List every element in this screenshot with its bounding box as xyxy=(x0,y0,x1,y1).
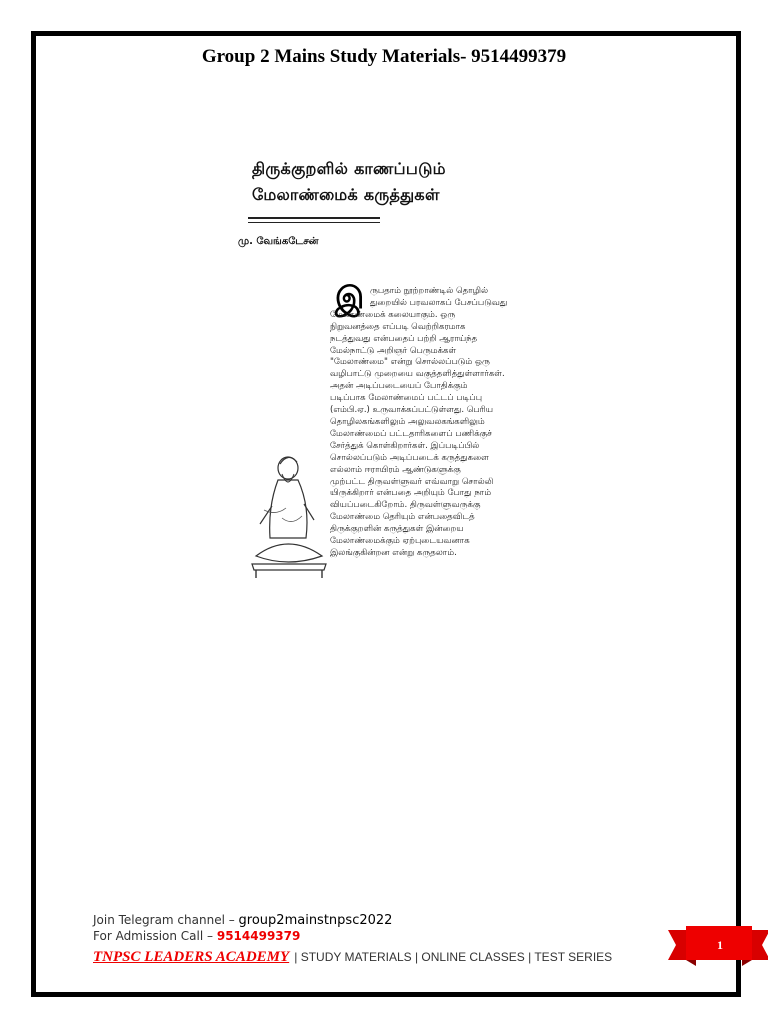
article-body xyxy=(330,281,556,560)
footer-academy-row xyxy=(93,946,612,966)
article-dropcap: இ xyxy=(335,281,365,316)
article-body-line: நிறுவனத்தை எப்படி வெற்றிகரமாக xyxy=(330,321,466,332)
article-body-line: (எம்பி.ஏ.) உருவாக்கப்பட்டுள்ளது. பெரிய xyxy=(330,405,494,416)
article-author: மு. வேங்கடேசன் xyxy=(238,236,319,247)
article-body-line: "மேலாண்மை" என்று சொல்லப்படும் ஒரு xyxy=(330,357,490,368)
article-body-line: எல்லாம் ஈராயிரம் ஆண்டுகளுக்கு xyxy=(330,464,461,475)
article-body-line: மேலாண்மைக்கும் ஏற்புடையவனாக xyxy=(330,536,470,547)
article-body-line: ருபதாம் நூற்றாண்டில் தொழில் xyxy=(370,286,489,296)
title-rule xyxy=(248,217,380,219)
article-title-line-1: திருக்குறளில் காணப்படும் xyxy=(252,159,446,178)
article-body-line: சேர்த்துக் கொள்கிறார்கள். இப்படிப்பில் xyxy=(330,440,480,451)
article-body-line: முற்பட்ட திருவள்ளுவர் எவ்வாறு சொல்லி xyxy=(330,476,494,487)
footer xyxy=(93,912,392,944)
article-body-line: மேலாண்மைக் கலையாகும். ஒரு xyxy=(330,309,456,320)
article-body-line: மேலாண்மை தெரியும் என்பதைவிடத் xyxy=(330,512,475,523)
title-rule-thin xyxy=(248,222,380,223)
article-body-line: மேல்நாட்டு அறிஞர் பெருமக்கள் xyxy=(330,345,457,356)
article-body-line: மேலாண்மைப் பட்டதாரிகளைப் பணிக்குச் xyxy=(330,428,492,439)
telegram-label: Join Telegram channel – xyxy=(93,913,239,927)
admission-label: For Admission Call – xyxy=(93,929,217,943)
article-body-line: துறையில் பரவலாகப் பேசப்படுவது xyxy=(370,297,508,308)
academy-name: TNPSC LEADERS ACADEMY xyxy=(93,949,290,965)
article-body-line: வழிபாட்டு முறையை வகுத்தளித்துள்ளார்கள். xyxy=(330,369,505,380)
scanned-article xyxy=(238,146,558,604)
article-body-line: சொல்லப்படும் அடிப்படைக் கருத்துகளை xyxy=(330,452,489,463)
article-body-line: தொழிலகங்களிலும் அலுவலகங்களிலும் xyxy=(330,416,485,427)
thiruvalluvar-illustration xyxy=(242,446,332,596)
article-body-line: படிப்பாக மேலாண்மைப் பட்டப் படிப்பு xyxy=(330,393,483,404)
page-number: 1 xyxy=(717,938,723,952)
article-body-line: நடத்துவது என்பதைப் பற்றி ஆராய்ந்த xyxy=(330,333,478,344)
telegram-channel-link[interactable]: group2mainstnpsc2022 xyxy=(238,913,393,928)
page-header-title: Group 2 Mains Study Materials- 9514499379 xyxy=(201,46,567,67)
admission-phone[interactable]: 9514499379 xyxy=(216,929,301,943)
article-title xyxy=(252,156,552,208)
academy-tagline: | STUDY MATERIALS | ONLINE CLASSES | TEST SERIES xyxy=(294,950,613,964)
article-body-line: அதன் அடிப்படையைப் போதிக்கும் xyxy=(330,381,468,392)
article-body-line: திருக்குறளின் கருத்துகள் இன்றைய xyxy=(330,524,464,535)
article-body-line: வியப்படைகிறோம். திருவள்ளுவருக்கு xyxy=(330,500,481,511)
article-body-line: இலங்குகின்றன என்று கருதலாம். xyxy=(330,547,457,558)
article-title-line-2: மேலாண்மைக் கருத்துகள் xyxy=(252,185,440,204)
article-body-line: யிருக்கிறார் என்பதை அறியும் போது நாம் xyxy=(330,488,492,499)
